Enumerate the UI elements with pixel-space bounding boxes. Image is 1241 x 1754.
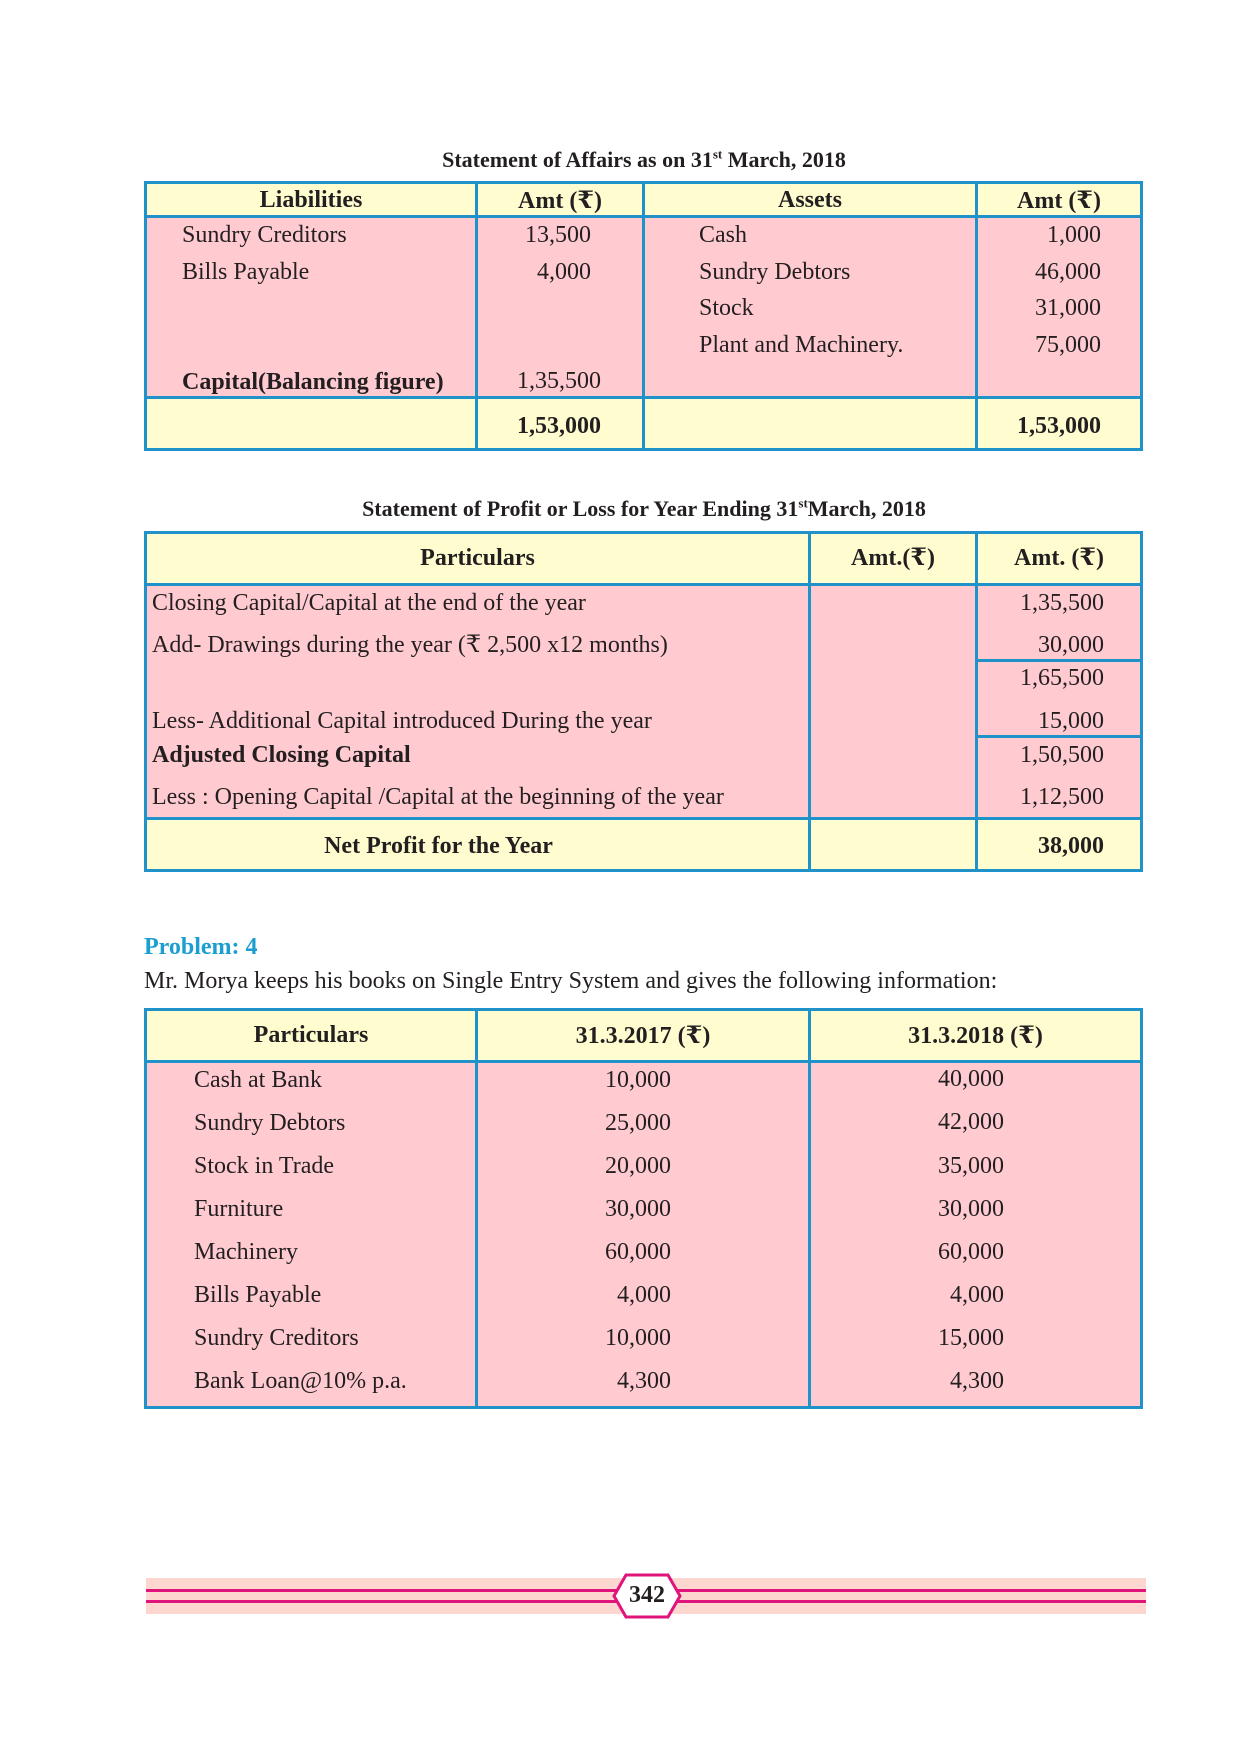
- problem-heading: Problem: 4: [144, 934, 258, 960]
- problem-row-2017: 10,000: [605, 1325, 671, 1351]
- pl-header-amt-1: Amt.(₹): [851, 545, 935, 571]
- problem-row-2018: 60,000: [938, 1239, 1004, 1265]
- problem-row-label: Bank Loan@10% p.a.: [194, 1368, 407, 1394]
- pl-row-label: Less : Opening Capital /Capital at the beginning of the year: [152, 784, 724, 810]
- liability-amount: 4,000: [537, 259, 591, 285]
- pl-header-amt-2: Amt. (₹): [1014, 545, 1104, 571]
- pl-adjusted-closing-amount: 1,50,500: [1020, 742, 1104, 768]
- problem-row-2018: 15,000: [938, 1325, 1004, 1351]
- problem-row-2018: 35,000: [938, 1153, 1004, 1179]
- pl-adjusted-closing-label: Adjusted Closing Capital: [152, 742, 411, 768]
- affairs-header-amt-right: Amt (₹): [1017, 188, 1101, 214]
- problem-row-2017: 60,000: [605, 1239, 671, 1265]
- problem-row-2018: 30,000: [938, 1196, 1004, 1222]
- asset-label: Sundry Debtors: [699, 259, 851, 285]
- pl-header-particulars: Particulars: [420, 545, 535, 571]
- problem-row-2018: 40,000: [938, 1066, 1004, 1092]
- pl-row-amount: 30,000: [1038, 632, 1104, 658]
- problem-row-label: Machinery: [194, 1239, 298, 1265]
- affairs-table: [144, 181, 1143, 451]
- profit-loss-title-sup: st: [798, 495, 808, 511]
- affairs-title: [144, 146, 1144, 172]
- problem-row-2018: 4,000: [950, 1282, 1004, 1308]
- liability-label-capital: Capital(Balancing figure): [182, 369, 444, 395]
- affairs-total-assets: 1,53,000: [1017, 413, 1101, 439]
- pl-row-label: Less- Additional Capital introduced During the year: [152, 708, 652, 734]
- pl-result-amount: 38,000: [1038, 833, 1104, 859]
- pl-row-amount: 15,000: [1038, 708, 1104, 734]
- pl-row-label: Add- Drawings during the year (₹ 2,500 x12 months): [152, 632, 668, 658]
- pl-row-amount: 1,12,500: [1020, 784, 1104, 810]
- affairs-header-liabilities: Liabilities: [259, 187, 363, 213]
- problem-header-2018: 31.3.2018 (₹): [908, 1023, 1043, 1049]
- profit-loss-title: [144, 495, 1144, 521]
- affairs-header-assets: Assets: [778, 187, 842, 213]
- pl-row-amount: 1,35,500: [1020, 590, 1104, 616]
- affairs-total-liabilities: 1,53,000: [517, 413, 601, 439]
- problem-row-label: Stock in Trade: [194, 1153, 335, 1179]
- problem-row-2017: 30,000: [605, 1196, 671, 1222]
- problem-row-2017: 10,000: [605, 1067, 671, 1093]
- pl-result-label: Net Profit for the Year: [324, 833, 553, 859]
- affairs-title-sup: st: [712, 146, 723, 162]
- profit-loss-table: [144, 531, 1143, 872]
- asset-amount: 1,000: [1047, 222, 1101, 248]
- asset-amount: 46,000: [1035, 259, 1101, 285]
- problem-row-label: Sundry Creditors: [194, 1325, 359, 1351]
- problem-row-2018: 42,000: [938, 1109, 1004, 1135]
- problem-header-particulars: Particulars: [253, 1022, 369, 1048]
- problem-row-label: Furniture: [194, 1196, 284, 1222]
- affairs-header-amt-left: Amt (₹): [518, 188, 602, 214]
- problem-row-2017: 4,300: [617, 1368, 671, 1394]
- asset-label: Cash: [699, 222, 747, 248]
- problem-row-2018: 4,300: [950, 1368, 1004, 1394]
- profit-loss-title-pre: Statement of Profit or Loss for Year Ending 31: [362, 496, 799, 521]
- page-number: 342: [629, 1582, 665, 1608]
- liability-amount-capital: 1,35,500: [517, 368, 601, 394]
- affairs-title-post: March, 2018: [722, 147, 846, 172]
- problem-row-label: Sundry Debtors: [194, 1110, 346, 1136]
- problem-row-2017: 25,000: [605, 1110, 671, 1136]
- problem-row-2017: 4,000: [617, 1282, 671, 1308]
- problem-table: [144, 1008, 1143, 1409]
- liability-label: Bills Payable: [182, 259, 310, 285]
- asset-label: Stock: [699, 295, 754, 321]
- liability-label: Sundry Creditors: [182, 222, 347, 248]
- pl-row-label: Closing Capital/Capital at the end of the year: [152, 590, 586, 616]
- pl-subtotal-amount: 1,65,500: [1020, 665, 1104, 691]
- asset-label: Plant and Machinery.: [699, 332, 904, 358]
- problem-row-label: Bills Payable: [194, 1282, 322, 1308]
- problem-header-2017: 31.3.2017 (₹): [575, 1023, 711, 1049]
- asset-amount: 31,000: [1035, 295, 1101, 321]
- problem-row-label: Cash at Bank: [194, 1067, 322, 1093]
- problem-row-2017: 20,000: [605, 1153, 671, 1179]
- problem-intro: Mr. Morya keeps his books on Single Entry System and gives the following information:: [144, 968, 998, 994]
- affairs-title-pre: Statement of Affairs as on 31: [442, 147, 713, 172]
- profit-loss-title-post: March, 2018: [807, 496, 926, 521]
- asset-amount: 75,000: [1035, 332, 1101, 358]
- liability-amount: 13,500: [525, 222, 591, 248]
